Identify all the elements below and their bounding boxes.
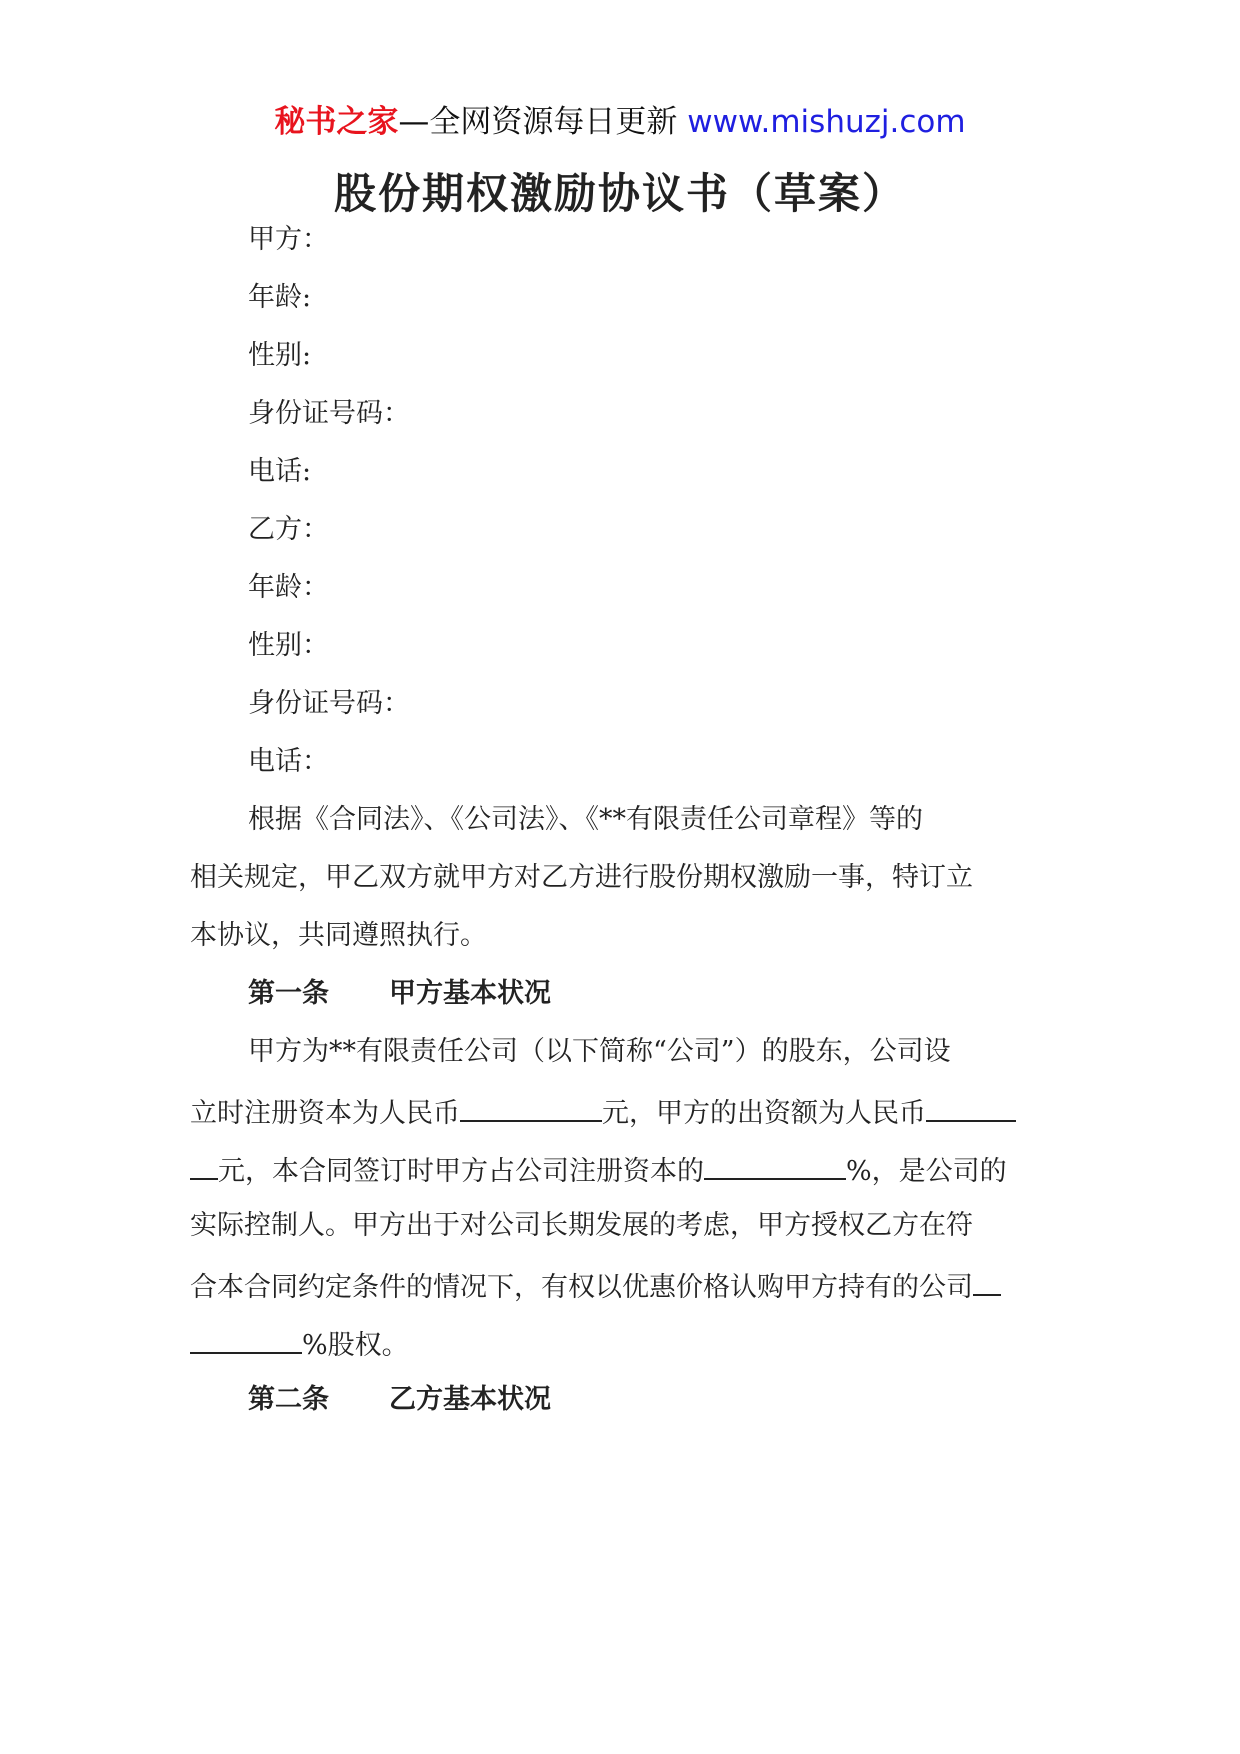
- article-1-line-3-text-b: %，是公司的: [846, 1156, 1007, 1187]
- party-b-label: 乙方：: [248, 514, 329, 545]
- article-1-number: 第一条: [248, 978, 329, 1009]
- banner-brand: 秘书之家: [274, 104, 399, 140]
- party-a-label: 甲方：: [248, 224, 329, 255]
- banner-url[interactable]: www.mishuzj.com: [687, 104, 966, 140]
- article-1-line-3: [190, 1148, 1007, 1192]
- site-banner: [0, 100, 1240, 144]
- article-1-line-2-text-b: 元，甲方的出资额为人民币: [602, 1098, 926, 1129]
- article-2-number: 第二条: [248, 1384, 329, 1415]
- article-1-line-6: [190, 1322, 409, 1366]
- registered-capital-blank: [460, 1090, 602, 1122]
- party-b-phone: 电话：: [248, 746, 329, 777]
- article-2-title: 乙方基本状况: [389, 1384, 551, 1415]
- article-1-line-4: 实际控制人。甲方出于对公司长期发展的考虑，甲方授权乙方在符: [190, 1210, 973, 1241]
- party-a-age: 年龄:: [248, 282, 312, 313]
- party-a-phone: 电话:: [248, 456, 312, 487]
- party-a-gender: 性别:: [248, 340, 312, 371]
- option-equity-blank-part-1: [973, 1264, 1001, 1296]
- article-1-title: 甲方基本状况: [389, 978, 551, 1009]
- intro-line-3: 本协议，共同遵照执行。: [190, 920, 487, 951]
- intro-line-1: 根据《合同法》、《公司法》、《**有限责任公司章程》等的: [248, 804, 923, 835]
- article-1-heading: [248, 974, 551, 1014]
- article-1-line-5-text: 合本合同约定条件的情况下，有权以优惠价格认购甲方持有的公司: [190, 1272, 973, 1303]
- article-1-line-6-text: %股权。: [302, 1330, 409, 1361]
- option-equity-blank-part-2: [190, 1322, 302, 1354]
- share-percentage-blank: [704, 1148, 846, 1180]
- article-2-heading: [248, 1380, 551, 1420]
- capital-contribution-blank-part-1: [926, 1090, 1016, 1122]
- intro-line-2: 相关规定，甲乙双方就甲方对乙方进行股份期权激励一事，特订立: [190, 862, 973, 893]
- article-1-line-5: [190, 1264, 1001, 1308]
- article-1-line-2-text-a: 立时注册资本为人民币: [190, 1098, 460, 1129]
- article-1-line-2: [190, 1090, 1016, 1134]
- document-title: 股份期权激励协议书（草案）: [333, 169, 906, 218]
- article-1-line-1: 甲方为**有限责任公司（以下简称“公司”）的股东，公司设: [248, 1036, 951, 1067]
- party-a-id-number: 身份证号码：: [248, 398, 410, 429]
- party-b-age: 年龄：: [248, 572, 329, 603]
- capital-contribution-blank-part-2: [190, 1148, 218, 1180]
- party-b-gender: 性别：: [248, 630, 329, 661]
- banner-slogan: —全网资源每日更新: [398, 104, 688, 140]
- party-b-id-number: 身份证号码：: [248, 688, 410, 719]
- article-1-line-3-text-a: 元，本合同签订时甲方占公司注册资本的: [218, 1156, 704, 1187]
